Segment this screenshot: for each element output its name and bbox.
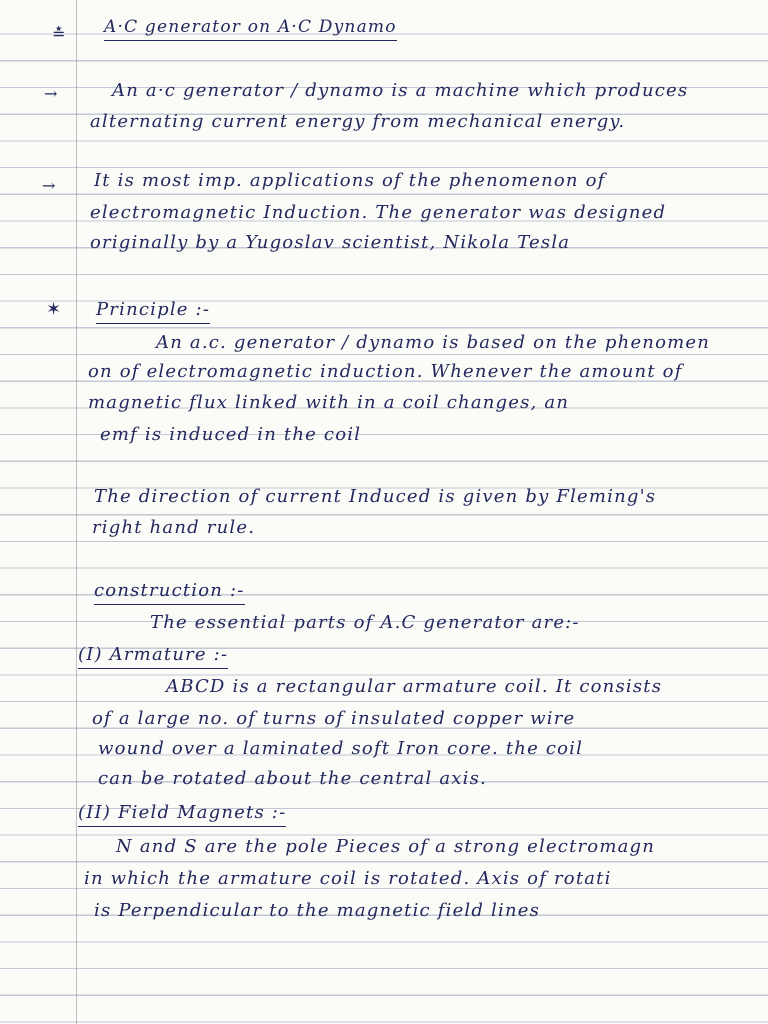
text-line: emf is induced in the coil xyxy=(100,424,362,445)
text-line: originally by a Yugoslav scientist, Nikola Tesla xyxy=(90,232,571,253)
text-line: N and S are the pole Pieces of a strong electromagn xyxy=(116,836,656,857)
text-line: electromagnetic Induction. The generator was designed xyxy=(90,202,667,223)
bullet-arrow-1: → xyxy=(44,84,58,103)
text-line: can be rotated about the central axis. xyxy=(98,768,487,789)
text-line: An a.c. generator / dynamo is based on the phenomen xyxy=(156,332,711,353)
title-marker: ≛ xyxy=(52,24,66,43)
text-line: wound over a laminated soft Iron core. the coil xyxy=(98,738,584,759)
text-line: in which the armature coil is rotated. Axis of rotati xyxy=(84,868,612,889)
text-line: on of electromagnetic induction. Whenever the amount of xyxy=(88,361,683,382)
text-line: magnetic flux linked with in a coil changes, an xyxy=(88,392,570,413)
text-line: alternating current energy from mechanical energy. xyxy=(90,111,626,132)
heading-field-magnets: (II) Field Magnets :- xyxy=(78,800,286,827)
heading-armature: (I) Armature :- xyxy=(78,642,228,669)
text-line: right hand rule. xyxy=(92,517,256,538)
text-line: It is most imp. applications of the phenomenon of xyxy=(94,170,606,191)
text-line: The direction of current Induced is given by Fleming's xyxy=(94,486,657,507)
text-line: ABCD is a rectangular armature coil. It consists xyxy=(166,676,663,697)
bullet-star: ✶ xyxy=(46,299,62,320)
text-line: of a large no. of turns of insulated copper wire xyxy=(92,708,576,729)
heading-principle: Principle :- xyxy=(96,297,210,324)
bullet-arrow-2: → xyxy=(42,176,56,195)
text-line: The essential parts of A.C generator are:- xyxy=(150,612,580,633)
text-line: is Perpendicular to the magnetic field lines xyxy=(94,900,541,921)
heading-construction: construction :- xyxy=(94,578,245,605)
text-line: An a·c generator / dynamo is a machine which produces xyxy=(112,80,689,101)
page-title: A·C generator on A·C Dynamo xyxy=(104,14,397,41)
margin-line xyxy=(76,0,77,1024)
